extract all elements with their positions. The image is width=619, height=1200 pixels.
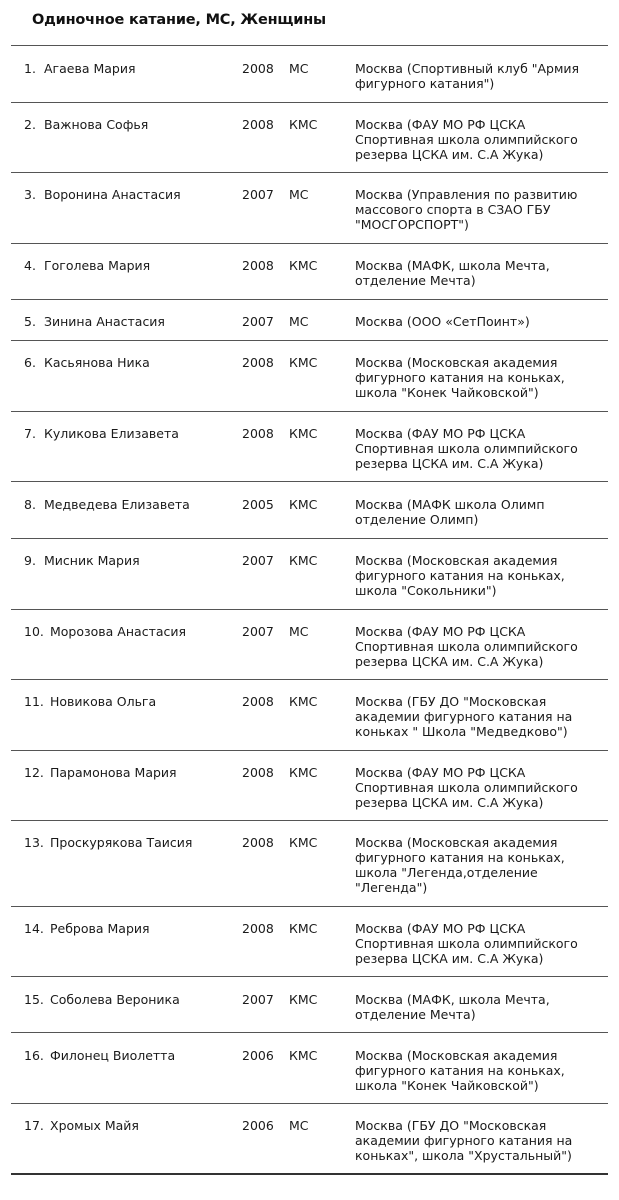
athlete-name: Реброва Мария	[50, 921, 150, 936]
athlete-name: Проскурякова Таисия	[50, 835, 193, 850]
club-name: Москва (Московская академия фигурного катания на коньках, школа "Конек Чайковской")	[355, 355, 565, 400]
row-number: 17.	[24, 1118, 44, 1133]
athlete-name: Хромых Майя	[50, 1118, 139, 1133]
club-name: Москва (МАФК, школа Мечта, отделение Мечта)	[355, 258, 550, 288]
sport-rank: КМС	[289, 921, 318, 936]
sport-rank: КМС	[289, 426, 318, 441]
row-divider	[11, 976, 608, 977]
row-number: 8.	[24, 497, 36, 512]
row-number: 10.	[24, 624, 44, 639]
sport-rank: КМС	[289, 497, 318, 512]
row-number: 7.	[24, 426, 36, 441]
birth-year: 2008	[242, 921, 274, 936]
row-divider	[11, 538, 608, 539]
row-divider	[11, 299, 608, 300]
birth-year: 2008	[242, 117, 274, 132]
club-name: Москва (Московская академия фигурного катания на коньках, школа "Легенда,отделение "Легенда")	[355, 835, 565, 895]
club-name: Москва (ГБУ ДО "Московская академии фигурного катания на коньках", школа "Хрустальный")	[355, 1118, 573, 1163]
club-name: Москва (Московская академия фигурного катания на коньках, школа "Сокольники")	[355, 553, 565, 598]
club-name: Москва (ООО «СетПоинт»)	[355, 314, 530, 329]
birth-year: 2007	[242, 992, 274, 1007]
table-bottom-border	[11, 1173, 608, 1175]
row-divider	[11, 340, 608, 341]
row-number: 15.	[24, 992, 44, 1007]
athlete-name: Агаева Мария	[44, 61, 136, 76]
club-name: Москва (ФАУ МО РФ ЦСКА Спортивная школа олимпийского резерва ЦСКА им. С.А Жука)	[355, 624, 578, 669]
sport-rank: КМС	[289, 992, 318, 1007]
club-name: Москва (МАФК школа Олимп отделение Олимп)	[355, 497, 545, 527]
athlete-name: Филонец Виолетта	[50, 1048, 176, 1063]
birth-year: 2007	[242, 624, 274, 639]
row-divider	[11, 906, 608, 907]
club-name: Москва (Управления по развитию массового спорта в СЗАО ГБУ "МОСГОРСПОРТ")	[355, 187, 578, 232]
athlete-name: Медведева Елизавета	[44, 497, 190, 512]
row-number: 9.	[24, 553, 36, 568]
row-divider	[11, 411, 608, 412]
athlete-name: Мисник Мария	[44, 553, 140, 568]
row-divider	[11, 481, 608, 482]
birth-year: 2008	[242, 835, 274, 850]
sport-rank: МС	[289, 1118, 309, 1133]
row-number: 1.	[24, 61, 36, 76]
row-number: 5.	[24, 314, 36, 329]
birth-year: 2006	[242, 1048, 274, 1063]
birth-year: 2007	[242, 553, 274, 568]
athlete-name: Важнова Софья	[44, 117, 149, 132]
row-number: 13.	[24, 835, 44, 850]
club-name: Москва (Спортивный клуб "Армия фигурного катания")	[355, 61, 580, 91]
birth-year: 2008	[242, 355, 274, 370]
row-number: 16.	[24, 1048, 44, 1063]
sport-rank: МС	[289, 61, 309, 76]
athlete-name: Гоголева Мария	[44, 258, 151, 273]
sport-rank: КМС	[289, 765, 318, 780]
row-divider	[11, 609, 608, 610]
sport-rank: КМС	[289, 117, 318, 132]
athlete-name: Куликова Елизавета	[44, 426, 179, 441]
row-number: 3.	[24, 187, 36, 202]
birth-year: 2006	[242, 1118, 274, 1133]
sport-rank: МС	[289, 624, 309, 639]
birth-year: 2008	[242, 694, 274, 709]
row-divider	[11, 750, 608, 751]
sport-rank: КМС	[289, 553, 318, 568]
sport-rank: КМС	[289, 694, 318, 709]
birth-year: 2008	[242, 426, 274, 441]
row-number: 11.	[24, 694, 44, 709]
club-name: Москва (МАФК, школа Мечта, отделение Мечта)	[355, 992, 550, 1022]
birth-year: 2007	[242, 187, 274, 202]
athlete-name: Касьянова Ника	[44, 355, 150, 370]
athlete-name: Новикова Ольга	[50, 694, 157, 709]
club-name: Москва (ФАУ МО РФ ЦСКА Спортивная школа олимпийского резерва ЦСКА им. С.А Жука)	[355, 921, 578, 966]
row-divider	[11, 172, 608, 173]
row-divider	[11, 243, 608, 244]
sport-rank: МС	[289, 314, 309, 329]
row-divider	[11, 1103, 608, 1104]
birth-year: 2008	[242, 61, 274, 76]
athlete-name: Соболева Вероника	[50, 992, 180, 1007]
birth-year: 2008	[242, 765, 274, 780]
row-number: 12.	[24, 765, 44, 780]
birth-year: 2007	[242, 314, 274, 329]
sport-rank: КМС	[289, 835, 318, 850]
row-divider	[11, 820, 608, 821]
row-number: 4.	[24, 258, 36, 273]
birth-year: 2005	[242, 497, 274, 512]
row-number: 6.	[24, 355, 36, 370]
row-divider	[11, 1032, 608, 1033]
row-number: 2.	[24, 117, 36, 132]
club-name: Москва (Московская академия фигурного катания на коньках, школа "Конек Чайковской")	[355, 1048, 565, 1093]
birth-year: 2008	[242, 258, 274, 273]
athlete-name: Зинина Анастасия	[44, 314, 165, 329]
club-name: Москва (ФАУ МО РФ ЦСКА Спортивная школа олимпийского резерва ЦСКА им. С.А Жука)	[355, 117, 578, 162]
athlete-name: Парамонова Мария	[50, 765, 177, 780]
sport-rank: КМС	[289, 1048, 318, 1063]
row-divider	[11, 102, 608, 103]
sport-rank: МС	[289, 187, 309, 202]
club-name: Москва (ФАУ МО РФ ЦСКА Спортивная школа олимпийского резерва ЦСКА им. С.А Жука)	[355, 765, 578, 810]
page-title: Одиночное катание, МС, Женщины	[32, 12, 326, 28]
athlete-name: Воронина Анастасия	[44, 187, 181, 202]
club-name: Москва (ФАУ МО РФ ЦСКА Спортивная школа олимпийского резерва ЦСКА им. С.А Жука)	[355, 426, 578, 471]
sport-rank: КМС	[289, 355, 318, 370]
header-divider	[11, 45, 608, 46]
club-name: Москва (ГБУ ДО "Московская академии фигурного катания на коньках " Школа "Медведково")	[355, 694, 573, 739]
row-divider	[11, 679, 608, 680]
sport-rank: КМС	[289, 258, 318, 273]
row-number: 14.	[24, 921, 44, 936]
athlete-name: Морозова Анастасия	[50, 624, 187, 639]
